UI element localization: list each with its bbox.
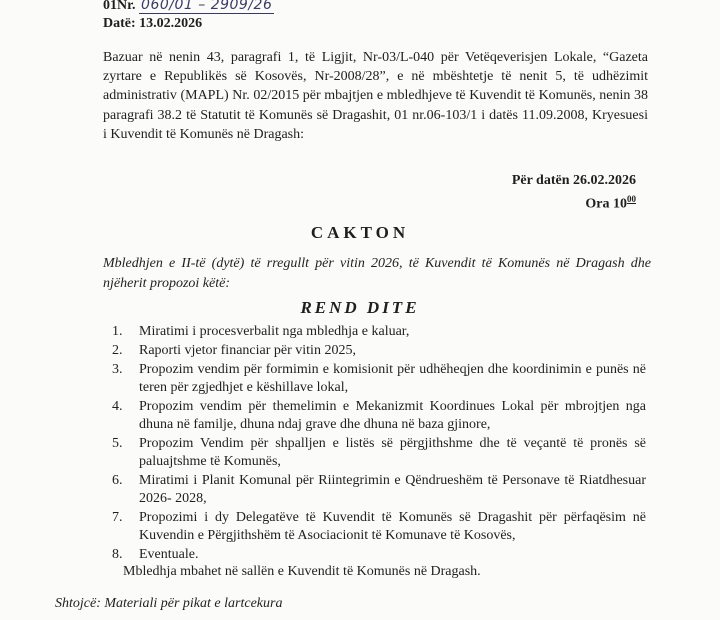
agenda-list [106,323,646,565]
location-note: Mbledhja mbahet në sallën e Kuvendit të Komunës në Dragash. [123,564,481,579]
agenda-item-number: 4. [112,399,123,414]
agenda-item-number: 7. [112,510,123,525]
agenda-item-text: Raporti vjetor financiar për vitin 2025, [139,343,356,358]
document-number-label: 01Nr. [103,0,136,13]
agenda-item [106,323,646,341]
intro-paragraph: Bazuar në nenin 43, paragrafi 1, të Ligjit, Nr-03/L-040 për Vetëqeverisjen Lokale, “Gazeta zyrtare e Republikës së Kosovës, Nr-2008/28”, e në mbështetje të nenit 5, të udhëzimit administrativ (MAPL) Nr. 02/2015 për mbajtjen e mbledhjeve të Kuvendit të Komunës, nenin 38 paragrafi 38.2 të Statutit të Komunës së Dragashit, 01 nr.06-103/1 i datës 11.09.2008, Kryesuesi i Kuvendit të Komunës në Dragash: [103,50,648,142]
agenda-item-text: Propozim vendim për themelimin e Mekanizmit Koordinues Lokal për mbrojtjen nga dhuna në familje, dhuna ndaj grave dhe dhuna në baza gjinore, [139,399,646,432]
agenda-item [106,435,646,471]
agenda-item [106,472,646,508]
handwritten-number: 060/01 – 2909/26 [139,0,274,14]
meeting-date: Për datën 26.02.2026 [511,173,636,188]
agenda-item-text: Miratimi i procesverbalit nga mbledhja e kaluar, [139,324,410,339]
agenda-item [106,546,646,564]
meeting-time-hour: Ora 10 [585,196,627,212]
agenda-item-number: 1. [112,324,123,339]
document-subtitle: Mbledhjen e II-të (dytë) të rregullt për vitin 2026, të Kuvendit të Komunës në Dragash dhe njëherit propozoi këtë: [103,256,651,291]
meeting-time [512,190,636,214]
agenda-item [106,361,646,397]
attachment-note: Shtojcë: Materiali për pikat e lartcekura [55,596,283,611]
agenda-item-text: Propozimi i dy Delegatëve të Kuvendit të Komunës së Dragashit për përfaqësim në Kuvendin e Përgjithshëm të Asociacionit të Komunave të Kosovës, [139,510,646,543]
agenda-item [106,509,646,545]
agenda-item-number: 2. [112,343,123,358]
meeting-datetime [512,171,636,214]
document-date: Datë: 13.02.2026 [103,16,203,31]
agenda-item [106,398,646,434]
agenda-item-number: 8. [112,547,123,562]
agenda-item-number: 3. [112,362,123,377]
agenda-item-text: Eventuale. [139,547,199,562]
agenda-item-text: Propozim Vendim për shpalljen e listës së përgjithshme dhe të veçantë të pronës së paluajtshme të Komunës, [139,436,646,469]
agenda-item-number: 5. [112,436,123,451]
document-number [103,0,274,14]
document-title: CAKTON [310,223,410,242]
agenda-item-number: 6. [112,473,123,488]
agenda-title: REND DITE [300,298,420,317]
agenda-item-text: Propozim vendim për formimin e komisionit për udhëheqjen dhe koordinimin e punës në teren për zgjedhjet e këshillave lokal, [139,362,646,395]
agenda-item [106,342,646,360]
meeting-time-minutes: 00 [627,194,636,204]
agenda-item-text: Miratimi i Planit Komunal për Riintegrimin e Qëndrueshëm të Personave të Riatdhesuar 2026- 2028, [139,473,646,506]
